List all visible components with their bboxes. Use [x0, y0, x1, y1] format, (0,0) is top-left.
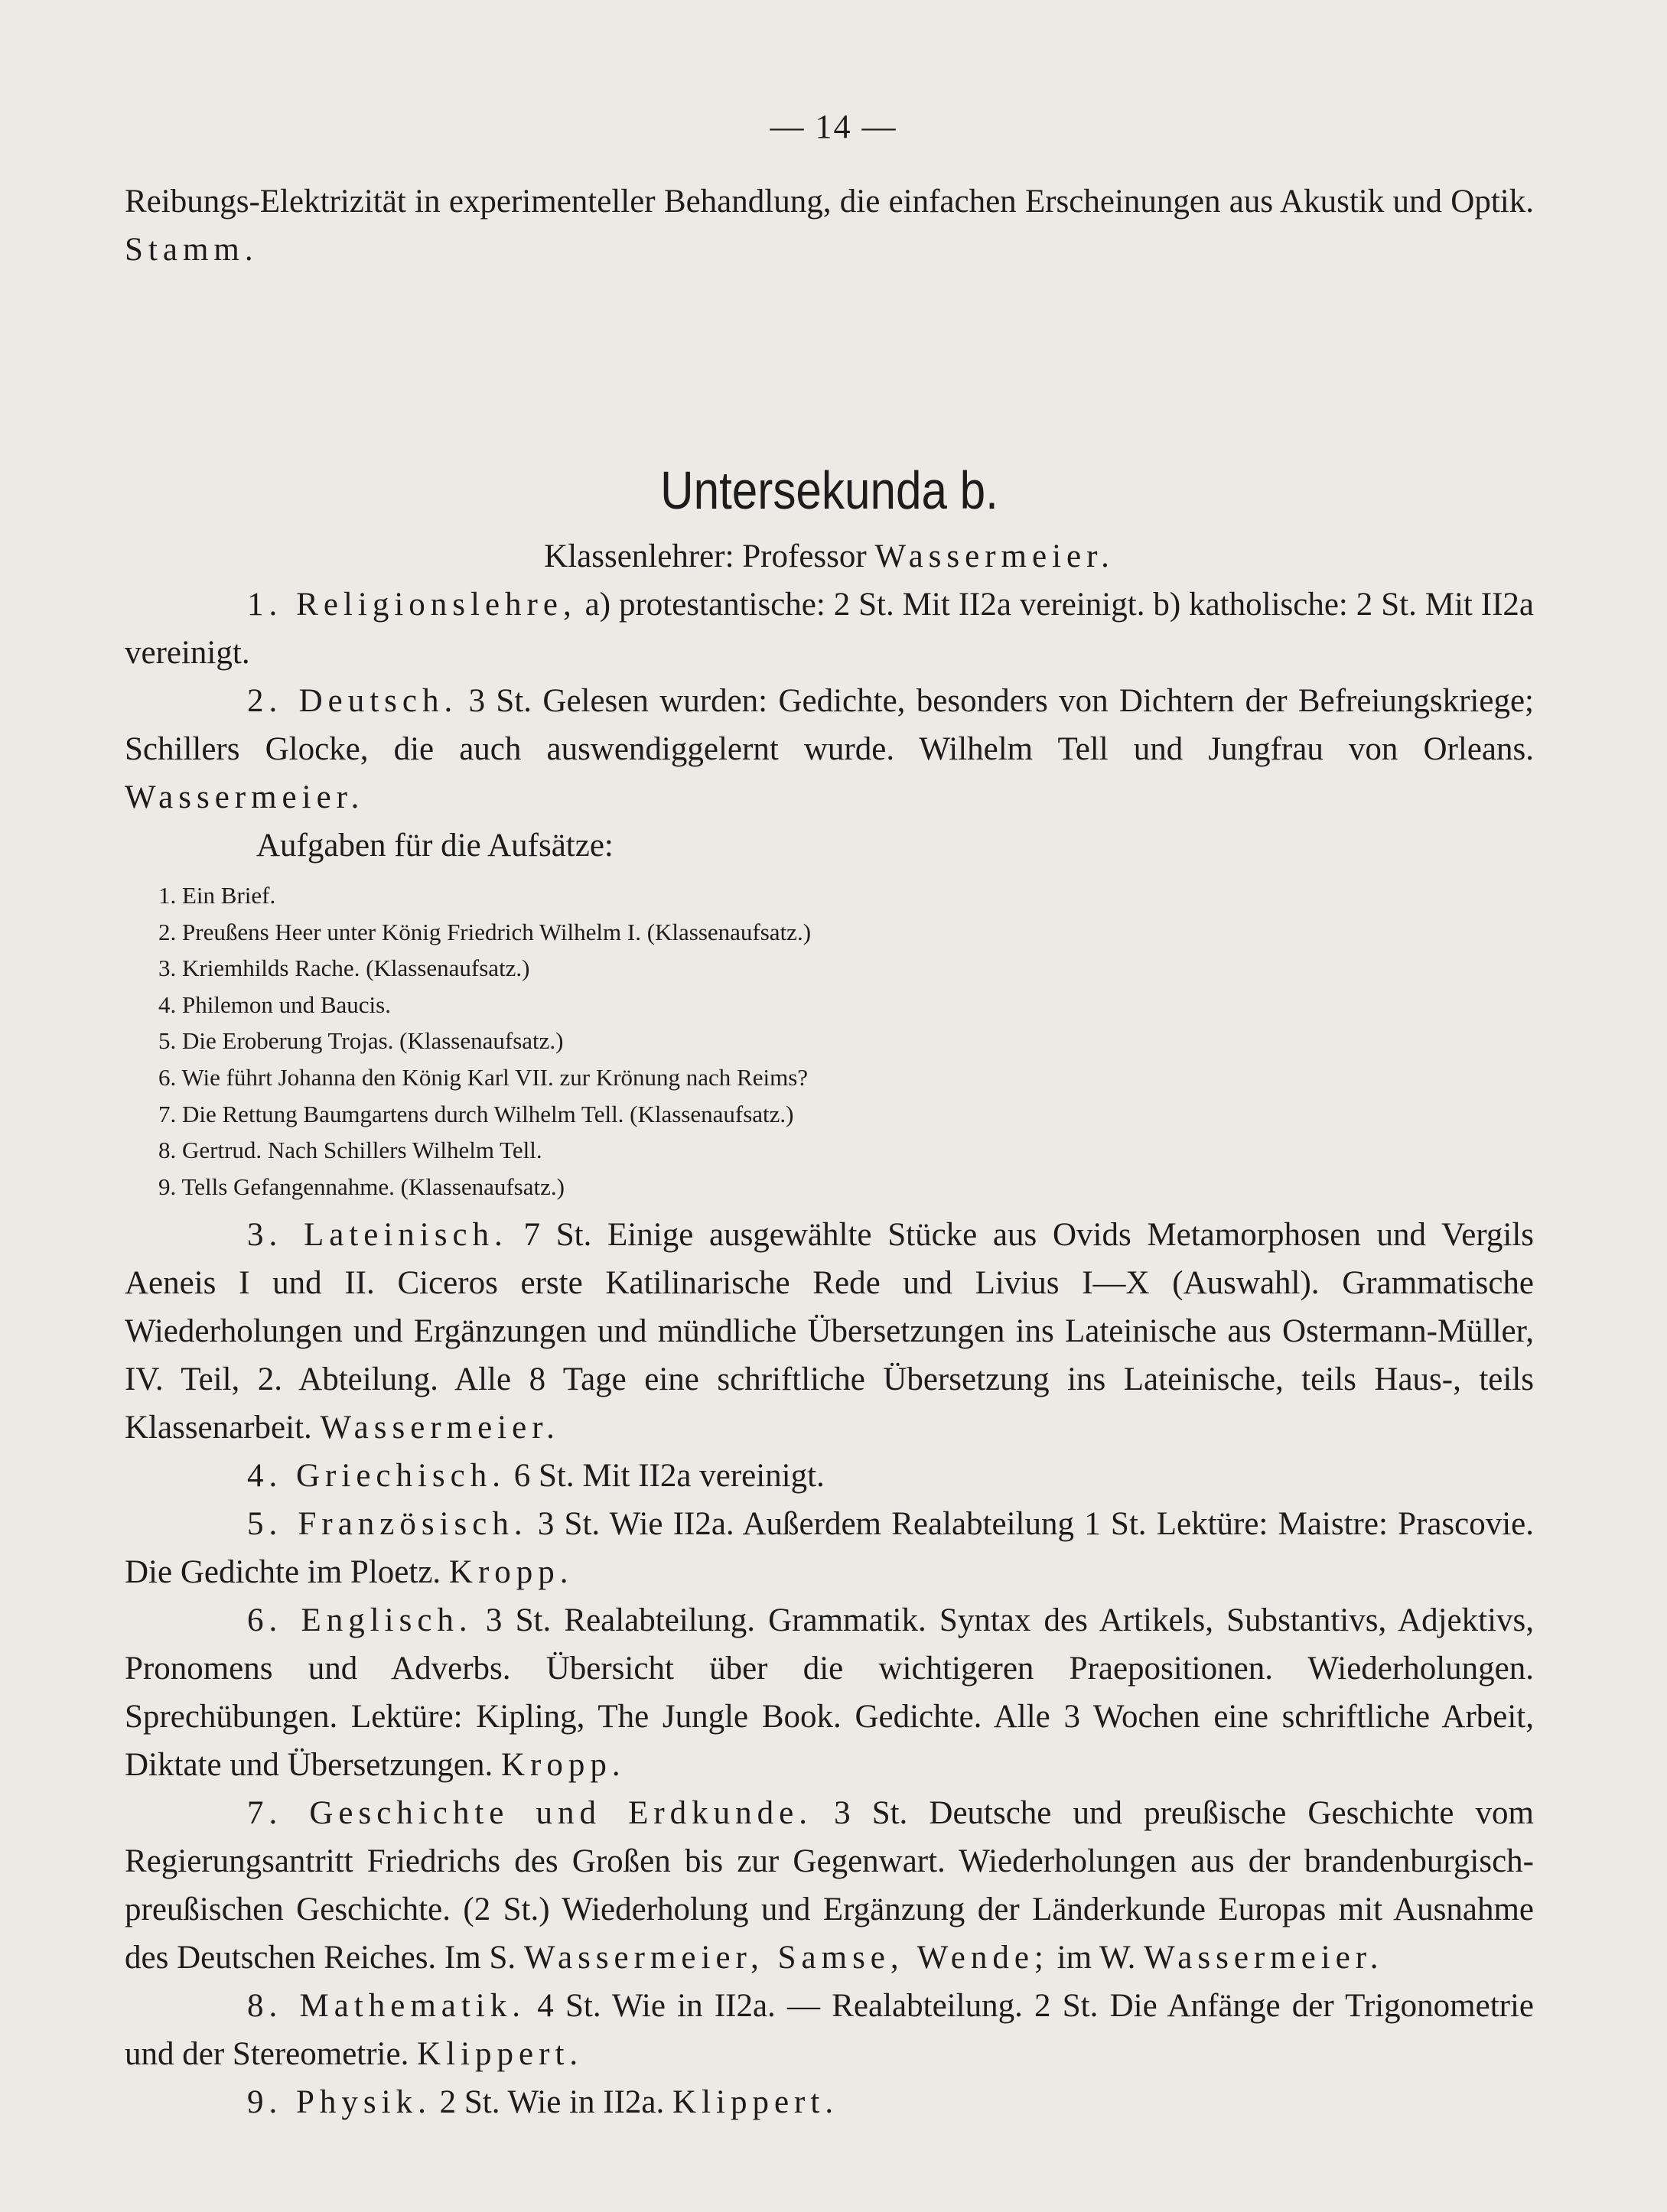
list-item: 8. Gertrud. Nach Schillers Wilhelm Tell.: [158, 1137, 542, 1164]
subject-deutsch: [125, 677, 1534, 821]
subject-title: 6. Englisch.: [247, 1602, 473, 1639]
page-number: — 14 —: [770, 108, 897, 145]
list-item: 1. Ein Brief.: [158, 882, 276, 909]
list-item: 4. Philemon und Baucis.: [158, 991, 391, 1018]
subject-text: 4 St. Wie in II2a. — Realabteilung. 2 St. Die Anfänge der Trigonometrie und der Stereometrie.: [125, 1988, 1535, 2073]
page-body: [125, 177, 1534, 2126]
subject-text: 2 St. Wie in II2a.: [439, 2084, 665, 2121]
subject-teacher-2: Wassermeier.: [1144, 1940, 1384, 1976]
subject-griechisch: [125, 1452, 1534, 1500]
subject-text: 6 St. Mit II2a vereinigt.: [513, 1458, 825, 1495]
subject-title: 1. Religionslehre,: [247, 587, 577, 623]
subject-religion: [125, 581, 1534, 677]
class-teacher-label: Klassenlehrer: Professor: [544, 538, 867, 574]
subject-teacher: Kropp.: [500, 1747, 626, 1784]
subject-physik: [125, 2078, 1534, 2126]
subject-englisch: [125, 1596, 1534, 1789]
subject-teacher: Klippert.: [672, 2084, 839, 2121]
subject-mathematik: [125, 1982, 1534, 2078]
section-heading: Untersekunda b.: [660, 460, 998, 520]
subject-title: 3. Lateinisch.: [247, 1217, 508, 1254]
list-item: 9. Tells Gefangennahme. (Klassenaufsatz.): [158, 1173, 565, 1200]
subject-text-2: im W.: [1057, 1940, 1136, 1976]
subject-teacher: Wassermeier.: [320, 1410, 560, 1446]
subject-franzoesisch: [125, 1500, 1534, 1596]
intro-text: Reibungs-Elektrizität in experimenteller Behandlung, die einfachen Erscheinungen aus Akustik und Optik.: [125, 184, 1534, 220]
subject-title: 9. Physik.: [247, 2084, 431, 2121]
subject-title: 8. Mathematik.: [247, 1988, 526, 2025]
subject-title: 4. Griechisch.: [247, 1458, 506, 1495]
essay-topics-list: [158, 877, 1534, 1205]
subject-text: 3 St. Wie II2a. Außerdem Realabteilung 1 St. Lektüre: Maistre: Prascovie. Die Gedichte im Ploetz.: [125, 1506, 1535, 1591]
subject-text: a) protestantische: 2 St. Mit II2a vereinigt. b) katholische: 2 St. Mit II2a vereinigt.: [125, 587, 1535, 671]
subject-text: 3 St. Deutsche und preußische Geschichte vom Regierungsantritt Friedrichs des Großen bis zur Gegenwart. Wiederholungen aus der brandenburgisch-preußischen Geschichte. (2 St.) Wiederholung und Ergänzung der Länderkunde Europas mit Ausnahme des Deutschen Reiches. Im S.: [125, 1795, 1535, 1976]
intro-paragraph: [125, 177, 1534, 274]
subject-title: 5. Französisch.: [247, 1506, 528, 1543]
subject-teacher: Wassermeier, Samse, Wende;: [523, 1940, 1049, 1976]
list-item: 7. Die Rettung Baumgartens durch Wilhelm Tell. (Klassenaufsatz.): [158, 1100, 794, 1127]
subject-latein: [125, 1211, 1534, 1452]
intro-teacher: Stamm.: [125, 232, 259, 268]
class-teacher-name: Wassermeier.: [874, 538, 1115, 574]
list-item: 6. Wie führt Johanna den König Karl VII. zur Krönung nach Reims?: [158, 1063, 809, 1091]
class-teacher-line: [125, 532, 1534, 581]
subject-teacher: Klippert.: [417, 2036, 584, 2073]
list-item: 3. Kriemhilds Rache. (Klassenaufsatz.): [158, 955, 530, 982]
subject-teacher: Kropp.: [448, 1554, 574, 1591]
subject-geschichte: [125, 1789, 1534, 1982]
subject-text: 7 St. Einige ausgewählte Stücke aus Ovids Metamorphosen und Vergils Aeneis I und II. Ciceros erste Katilinarische Rede und Livius I—X (Auswahl). Grammatische Wiederholungen und Ergänzungen und mündliche Übersetzungen ins Lateinische aus Ostermann-Müller, IV. Teil, 2. Abteilung. Alle 8 Tage eine schriftliche Übersetzung ins Lateinische, teils Haus-, teils Klassenarbeit.: [125, 1217, 1534, 1446]
subject-title: 2. Deutsch.: [247, 683, 458, 719]
essay-topics-heading: Aufgaben für die Aufsätze:: [256, 828, 614, 864]
subject-text: 3 St. Realabteilung. Grammatik. Syntax des Artikels, Substantivs, Adjektivs, Pronomens und Adverbs. Übersicht über die wichtigeren Praepositionen. Wiederholungen. Sprechübungen. Lektüre: Kipling, The Jungle Book. Gedichte. Alle 3 Wochen eine schriftliche Arbeit, Diktate und Übersetzungen.: [125, 1602, 1535, 1784]
subject-text: 3 St. Gelesen wurden: Gedichte, besonders von Dichtern der Befreiungskriege; Schillers Glocke, die auch auswendiggelernt wurde. Wilhelm Tell und Jungfrau von Orleans.: [125, 683, 1534, 767]
list-item: 2. Preußens Heer unter König Friedrich Wilhelm I. (Klassenaufsatz.): [158, 918, 812, 945]
list-item: 5. Die Eroberung Trojas. (Klassenaufsatz.): [158, 1027, 564, 1055]
subject-title: 7. Geschichte und Erdkunde.: [247, 1795, 812, 1832]
subject-teacher: Wassermeier.: [125, 779, 365, 815]
